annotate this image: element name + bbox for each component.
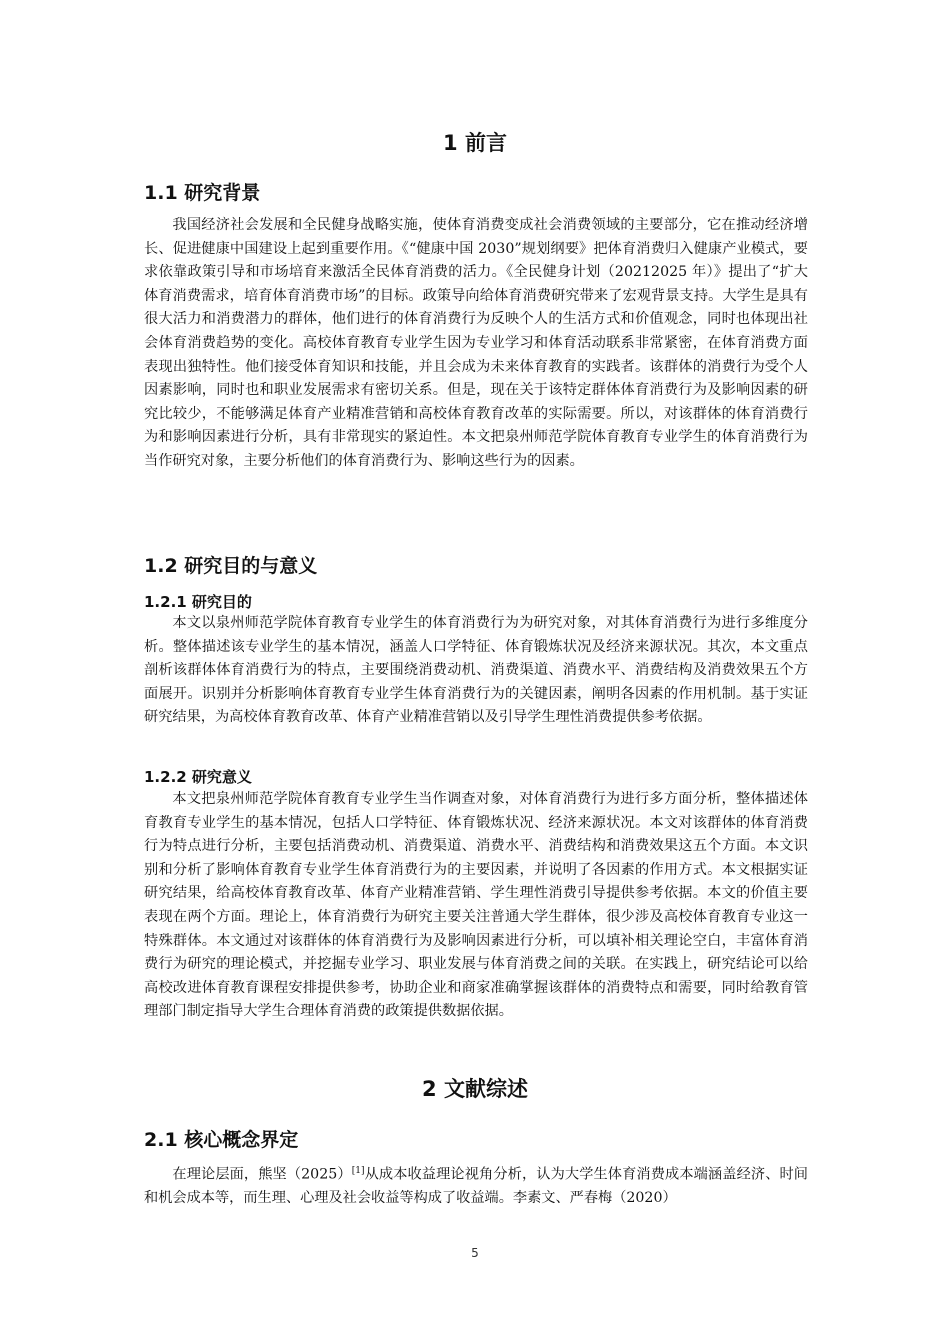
paragraph-text-start: 在理论层面，熊坚（2025） <box>172 1166 352 1183</box>
paragraph-research-purpose: 本文以泉州师范学院体育教育专业学生的体育消费行为为研究对象，对其体育消费行为进行多维度分析。整体描述该专业学生的基本情况，涵盖人口学特征、体育锻炼状况及经济来源状况。其次，本文重点剖析该群体体育消费行为的特点，主要围绕消费动机、消费渠道、消费水平、消费结构及消费效果五个方面展开。识别并分析影响体育教育专业学生体育消费行为的关键因素，阐明各因素的作用机制。基于实证研究结果，为高校体育教育改革、体育产业精准营销以及引导学生理性消费提供参考依据。 <box>144 615 808 726</box>
heading-1-2: 1.2 研究目的与意义 <box>144 555 318 577</box>
heading-1-2-1: 1.2.1 研究目的 <box>144 593 252 611</box>
paragraph-research-background: 我国经济社会发展和全民健身战略实施，使体育消费变成社会消费领域的主要部分，它在推动经济增长、促进健康中国建设上起到重要作用。《“健康中国 2030”规划纲要》把体育消费归入健康产业模式，要求依靠政策引导和市场培育来激活全民体育消费的活力。《全民健身计划（20212025 年）》提出了“扩大体育消费需求，培育体育消费市场”的目标。政策导向给体育消费研究带来了宏观背景支持。大学生是具有很大活力和消费潜力的群体，他们进行的体育消费行为反映个人的生活方式和价值观念，同时也体现出社会体育消费趋势的变化。高校体育教育专业学生因为专业学习和体育活动联系非常紧密，在体育消费方面表现出独特性。他们接受体育知识和技能，并且会成为未来体育教育的实践者。该群体的消费行为受个人因素影响，同时也和职业发展需求有密切关系。但是，现在关于该特定群体体育消费行为及影响因素的研究比较少，不能够满足体育产业精准营销和高校体育教育改革的实际需要。所以，对该群体的体育消费行为和影响因素进行分析，具有非常现实的紧迫性。本文把泉州师范学院体育教育专业学生的体育消费行为当作研究对象，主要分析他们的体育消费行为、影响这些行为的因素。 <box>144 217 808 469</box>
section-1-title: 1 前言 <box>443 131 507 155</box>
paragraph-core-concepts <box>144 1160 808 1211</box>
paragraph-research-significance: 本文把泉州师范学院体育教育专业学生当作调查对象，对体育消费行为进行多方面分析，整体描述体育教育专业学生的基本情况，包括人口学特征、体育锻炼状况、经济来源状况。本文对该群体的体育消费行为特点进行分析，主要包括消费动机、消费渠道、消费水平、消费结构和消费效果这五个方面。本文识别和分析了影响体育教育专业学生体育消费行为的主要因素，并说明了各因素的作用方式。本文根据实证研究结果，给高校体育教育改革、体育产业精准营销、学生理性消费引导提供参考依据。本文的价值主要表现在两个方面。理论上，体育消费行为研究主要关注普通大学生群体，很少涉及高校体育教育专业这一特殊群体。本文通过对该群体的体育消费行为及影响因素进行分析，可以填补相关理论空白，丰富体育消费行为研究的理论模式，并挖掘专业学习、职业发展与体育消费之间的关联。在实践上，研究结论可以给高校改进体育教育课程安排提供参考，协助企业和商家准确掌握该群体的消费特点和需要，同时给教育管理部门制定指导大学生合理体育消费的政策提供数据依据。 <box>144 791 808 1020</box>
page-number: 5 <box>471 1246 479 1260</box>
citation-reference: [1] <box>351 1166 365 1176</box>
heading-1-2-2: 1.2.2 研究意义 <box>144 768 252 786</box>
paragraph-text-end: 从成本收益理论视角分析，认为大学生体育消费成本端涵盖经济、时间和机会成本等，而生理、心理及社会收益等构成了收益端。李素文、严春梅（2020） <box>144 1166 808 1207</box>
section-2-title: 2 文献综述 <box>422 1077 528 1101</box>
heading-2-1: 2.1 核心概念界定 <box>144 1129 299 1151</box>
heading-1-1: 1.1 研究背景 <box>144 182 261 204</box>
